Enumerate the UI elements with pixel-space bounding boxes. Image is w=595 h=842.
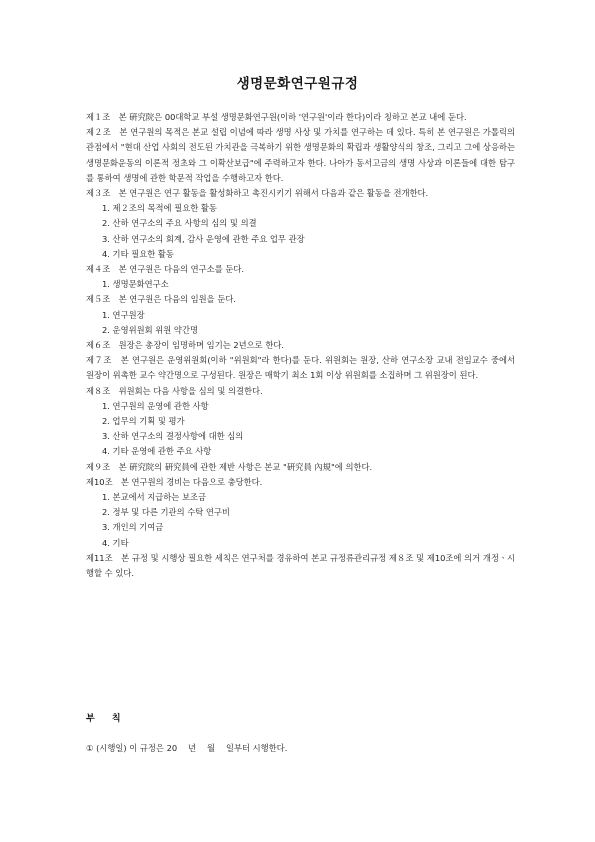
article-paragraph: 제１조 본 硏究院은 00대학교 부설 생명문화연구원(이하 '연구원'이라 한다)이라 칭하고 본교 내에 둔다.: [86, 112, 467, 122]
list-item: 1. 연구원장: [102, 309, 145, 320]
list-item: 1. 본교에서 지급하는 보조금: [102, 492, 206, 503]
article-paragraph: 제３조 본 연구원은 연구 활동을 활성화하고 촉진시키기 위해서 다음과 같은 활동을 전개한다.: [86, 188, 429, 199]
appendix-heading: 부 칙: [86, 714, 121, 724]
article-paragraph: 제６조 원장은 총장이 임명하며 임기는 2년으로 한다.: [86, 340, 284, 351]
article-paragraph: 제９조 본 硏究院의 硏究員에 관한 제반 사항은 본교 "硏究員 內規"에 의한다.: [86, 461, 373, 472]
document-title: 생명문화연구원규정: [236, 76, 359, 92]
article-paragraph: 제11조 본 규정 및 시행상 필요한 세칙은 연구처를 경유하여 본교 규정류관리규정 제８조 및 제10조에 의거 개정ㆍ시행할 수 있다.: [86, 552, 515, 579]
article-paragraph: 제２조 본 연구원의 목적은 본교 설립 이념에 따라 생명 사상 및 가치를 연구하는 데 있다. 특히 본 연구원은 가톨릭의 관점에서 "현대 산업 사회의 전도된 가치관을 극복하기 위한 생명문화의 확립과 생활양식의 창조, 그리고 그에 상응하는 생명문화운동의 이론적 정초와 그 이확산보급"에 주력하고자 한다. 나아가 동서고금의 생명 사상과 이론들에 대한 탐구를 통하여 생명에 관한 학문적 작업을 수행하고자 한다.: [86, 127, 515, 183]
appendix-effective-date: ① (시행일) 이 규정은 20 년 월 일부터 시행한다.: [86, 743, 288, 753]
list-item: 3. 개인의 기여금: [102, 522, 164, 533]
list-item: 4. 기타 운영에 관한 주요 사항: [102, 446, 212, 457]
list-item: 4. 기타: [102, 537, 129, 548]
article-paragraph: 제５조 본 연구원은 다음의 임원을 둔다.: [86, 294, 237, 305]
regulation-body: [86, 110, 515, 581]
list-item: 1. 제２조의 목적에 필요한 활동: [102, 203, 217, 214]
list-item: 2. 운영위원회 위원 약간명: [102, 324, 198, 335]
list-item: 2. 업무의 기획 및 평가: [102, 416, 185, 427]
list-item: 1. 연구원의 운영에 관한 사항: [102, 400, 209, 411]
list-item: 1. 생명문화연구소: [102, 279, 169, 290]
article-paragraph: 제８조 위원회는 다음 사항을 심의 및 의결한다.: [86, 385, 263, 396]
list-item: 2. 정부 및 다른 기관의 수탁 연구비: [102, 507, 230, 518]
list-item: 4. 기타 필요한 활동: [102, 248, 174, 259]
list-item: 3. 산하 연구소의 결정사항에 대한 심의: [102, 431, 244, 442]
list-item: 3. 산하 연구소의 회계, 감사 운영에 관한 주요 업무 관장: [102, 233, 305, 244]
article-paragraph: 제10조 본 연구원의 경비는 다음으로 충당한다.: [86, 476, 263, 487]
article-paragraph: 제７조 본 연구원은 운영위원회(이하 "위원회"라 한다)를 둔다. 위원회는 원장, 산하 연구소장 교내 전임교수 중에서 원장이 위촉한 교수 약간명으로 구성된다. 원장은 매학기 최소 1회 이상 위원회를 소집하며 그 위원장이 된다.: [86, 355, 515, 381]
article-paragraph: 제４조 본 연구원은 다음의 연구소를 둔다.: [86, 264, 245, 275]
list-item: 2. 산하 연구소의 주요 사항의 심의 및 의결: [102, 218, 257, 229]
